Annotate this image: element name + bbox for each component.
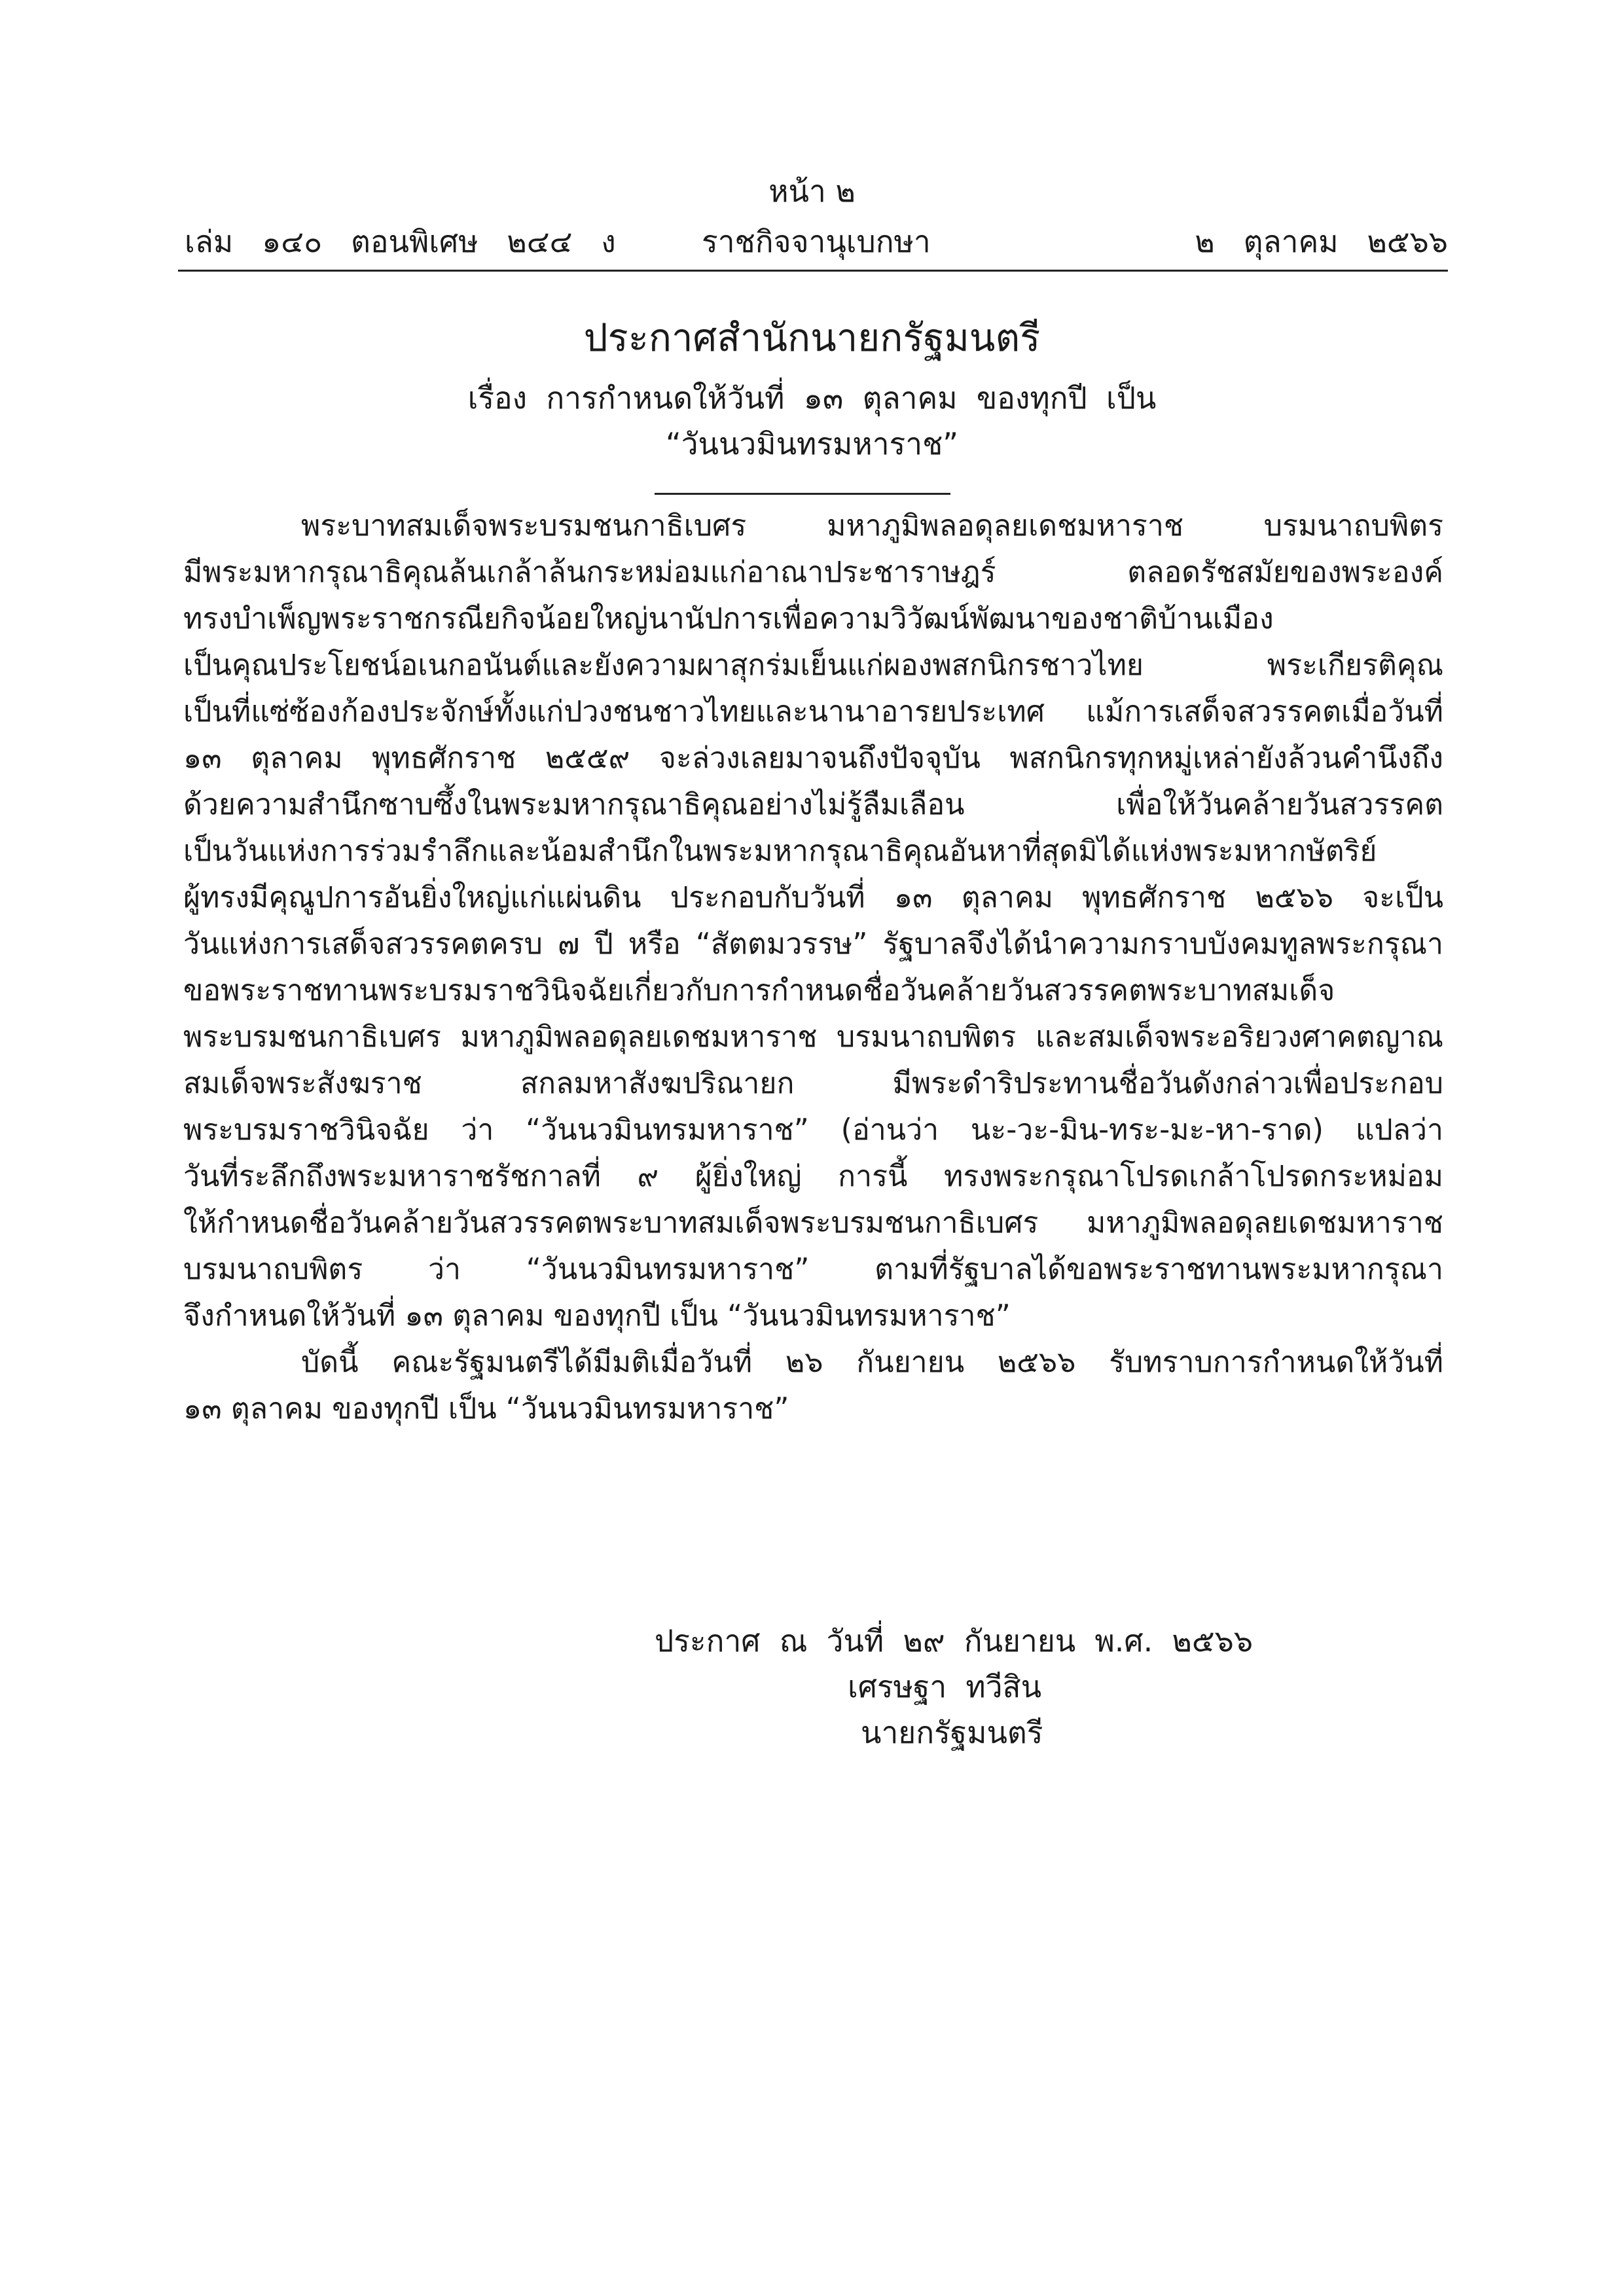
body-line: จึงกำหนดให้วันที่ ๑๓ ตุลาคม ของทุกปี เป็น “วันนวมินทรมหาราช” (183, 1299, 1011, 1333)
announcement-date: ประกาศ ณ วันที่ ๒๙ กันยายน พ.ศ. ๒๕๖๖ (655, 1623, 1254, 1659)
body-line: สมเด็จพระสังฆราช สกลมหาสังฆปริณายก มีพระดำริประทานชื่อวันดังกล่าวเพื่อประกอบ (183, 1067, 1443, 1100)
body-line: บรมนาถบพิตร ว่า “วันนวมินทรมหาราช” ตามที่รัฐบาลได้ขอพระราชทานพระมหากรุณา (183, 1253, 1443, 1286)
volume-issue: เล่ม ๑๔๐ ตอนพิเศษ ๒๔๔ ง (185, 224, 616, 259)
body-line: พระบรมราชวินิจฉัย ว่า “วันนวมินทรมหาราช” (อ่านว่า นะ-วะ-มิน-ทระ-มะ-หา-ราด) แปลว่า (183, 1113, 1443, 1147)
body-line: เป็นคุณประโยชน์อเนกอนันต์และยังความผาสุกร่มเย็นแก่ผองพสกนิกรชาวไทย พระเกียรติคุณ (183, 649, 1443, 682)
signatory-name: เศรษฐา ทวีสิน (848, 1669, 1042, 1704)
gazette-header (178, 221, 1448, 262)
announcement-subject: เรื่อง การกำหนดให้วันที่ ๑๓ ตุลาคม ของทุกปี เป็น (467, 380, 1157, 416)
body-line: ด้วยความสำนึกซาบซึ้งในพระมหากรุณาธิคุณอย่างไม่รู้ลืมเลือน เพื่อให้วันคล้ายวันสวรรคต (183, 788, 1443, 821)
header-divider (178, 270, 1448, 272)
body-line: ให้กำหนดชื่อวันคล้ายวันสวรรคตพระบาทสมเด็จพระบรมชนกาธิเบศร มหาภูมิพลอดุลยเดชมหาราช (183, 1206, 1443, 1240)
body-line: ขอพระราชทานพระบรมราชวินิจฉัยเกี่ยวกับการกำหนดชื่อวันคล้ายวันสวรรคตพระบาทสมเด็จ (183, 974, 1335, 1007)
body-line: ๑๓ ตุลาคม ของทุกปี เป็น “วันนวมินทรมหาราช” (183, 1392, 789, 1426)
body-line: พระบาทสมเด็จพระบรมชนกาธิเบศร มหาภูมิพลอดุลยเดชมหาราช บรมนาถบพิตร (301, 509, 1443, 543)
body-line: มีพระมหากรุณาธิคุณล้นเกล้าล้นกระหม่อมแก่อาณาประชาราษฎร์ ตลอดรัชสมัยของพระองค์ (183, 556, 1443, 589)
announcement-body (183, 503, 1443, 1432)
announcement-title: ประกาศสำนักนายกรัฐมนตรี (583, 315, 1041, 360)
body-line: พระบรมชนกาธิเบศร มหาภูมิพลอดุลยเดชมหาราช บรมนาถบพิตร และสมเด็จพระอริยวงศาคตญาณ (183, 1020, 1443, 1054)
gazette-name: ราชกิจจานุเบกษา (702, 224, 931, 259)
title-divider (655, 493, 950, 495)
body-line: ๑๓ ตุลาคม พุทธศักราช ๒๕๕๙ จะล่วงเลยมาจนถึงปัจจุบัน พสกนิกรทุกหมู่เหล่ายังล้วนคำนึงถึง (183, 742, 1443, 775)
body-line: บัดนี้ คณะรัฐมนตรีได้มีมติเมื่อวันที่ ๒๖ กันยายน ๒๕๖๖ รับทราบการกำหนดให้วันที่ (301, 1346, 1443, 1379)
body-line: เป็นวันแห่งการร่วมรำลึกและน้อมสำนึกในพระมหากรุณาธิคุณอันหาที่สุดมิได้แห่งพระมหากษัตริย์ (183, 834, 1377, 868)
body-line: ผู้ทรงมีคุณูปการอันยิ่งใหญ่แก่แผ่นดิน ประกอบกับวันที่ ๑๓ ตุลาคม พุทธศักราช ๒๕๖๖ จะเป็น (183, 881, 1443, 914)
publication-date: ๒ ตุลาคม ๒๕๖๖ (1195, 224, 1448, 259)
announcement-subject-continued: “วันนวมินทรมหาราช” (665, 426, 959, 461)
page-number: หน้า ๒ (768, 173, 856, 209)
body-line: วันแห่งการเสด็จสวรรคตครบ ๗ ปี หรือ “สัตตมวรรษ” รัฐบาลจึงได้นำความกราบบังคมทูลพระกรุณา (183, 927, 1443, 961)
body-line: วันที่ระลึกถึงพระมหาราชรัชกาลที่ ๙ ผู้ยิ่งใหญ่ การนี้ ทรงพระกรุณาโปรดเกล้าโปรดกระหม่อม (183, 1160, 1443, 1193)
body-line: ทรงบำเพ็ญพระราชกรณียกิจน้อยใหญ่นานัปการเพื่อความวิวัฒน์พัฒนาของชาติบ้านเมือง (183, 602, 1274, 636)
signatory-position: นายกรัฐมนตรี (861, 1715, 1043, 1750)
body-line: เป็นที่แซ่ซ้องก้องประจักษ์ทั้งแก่ปวงชนชาวไทยและนานาอารยประเทศ แม้การเสด็จสวรรคตเมื่อวันที่ (183, 695, 1443, 728)
